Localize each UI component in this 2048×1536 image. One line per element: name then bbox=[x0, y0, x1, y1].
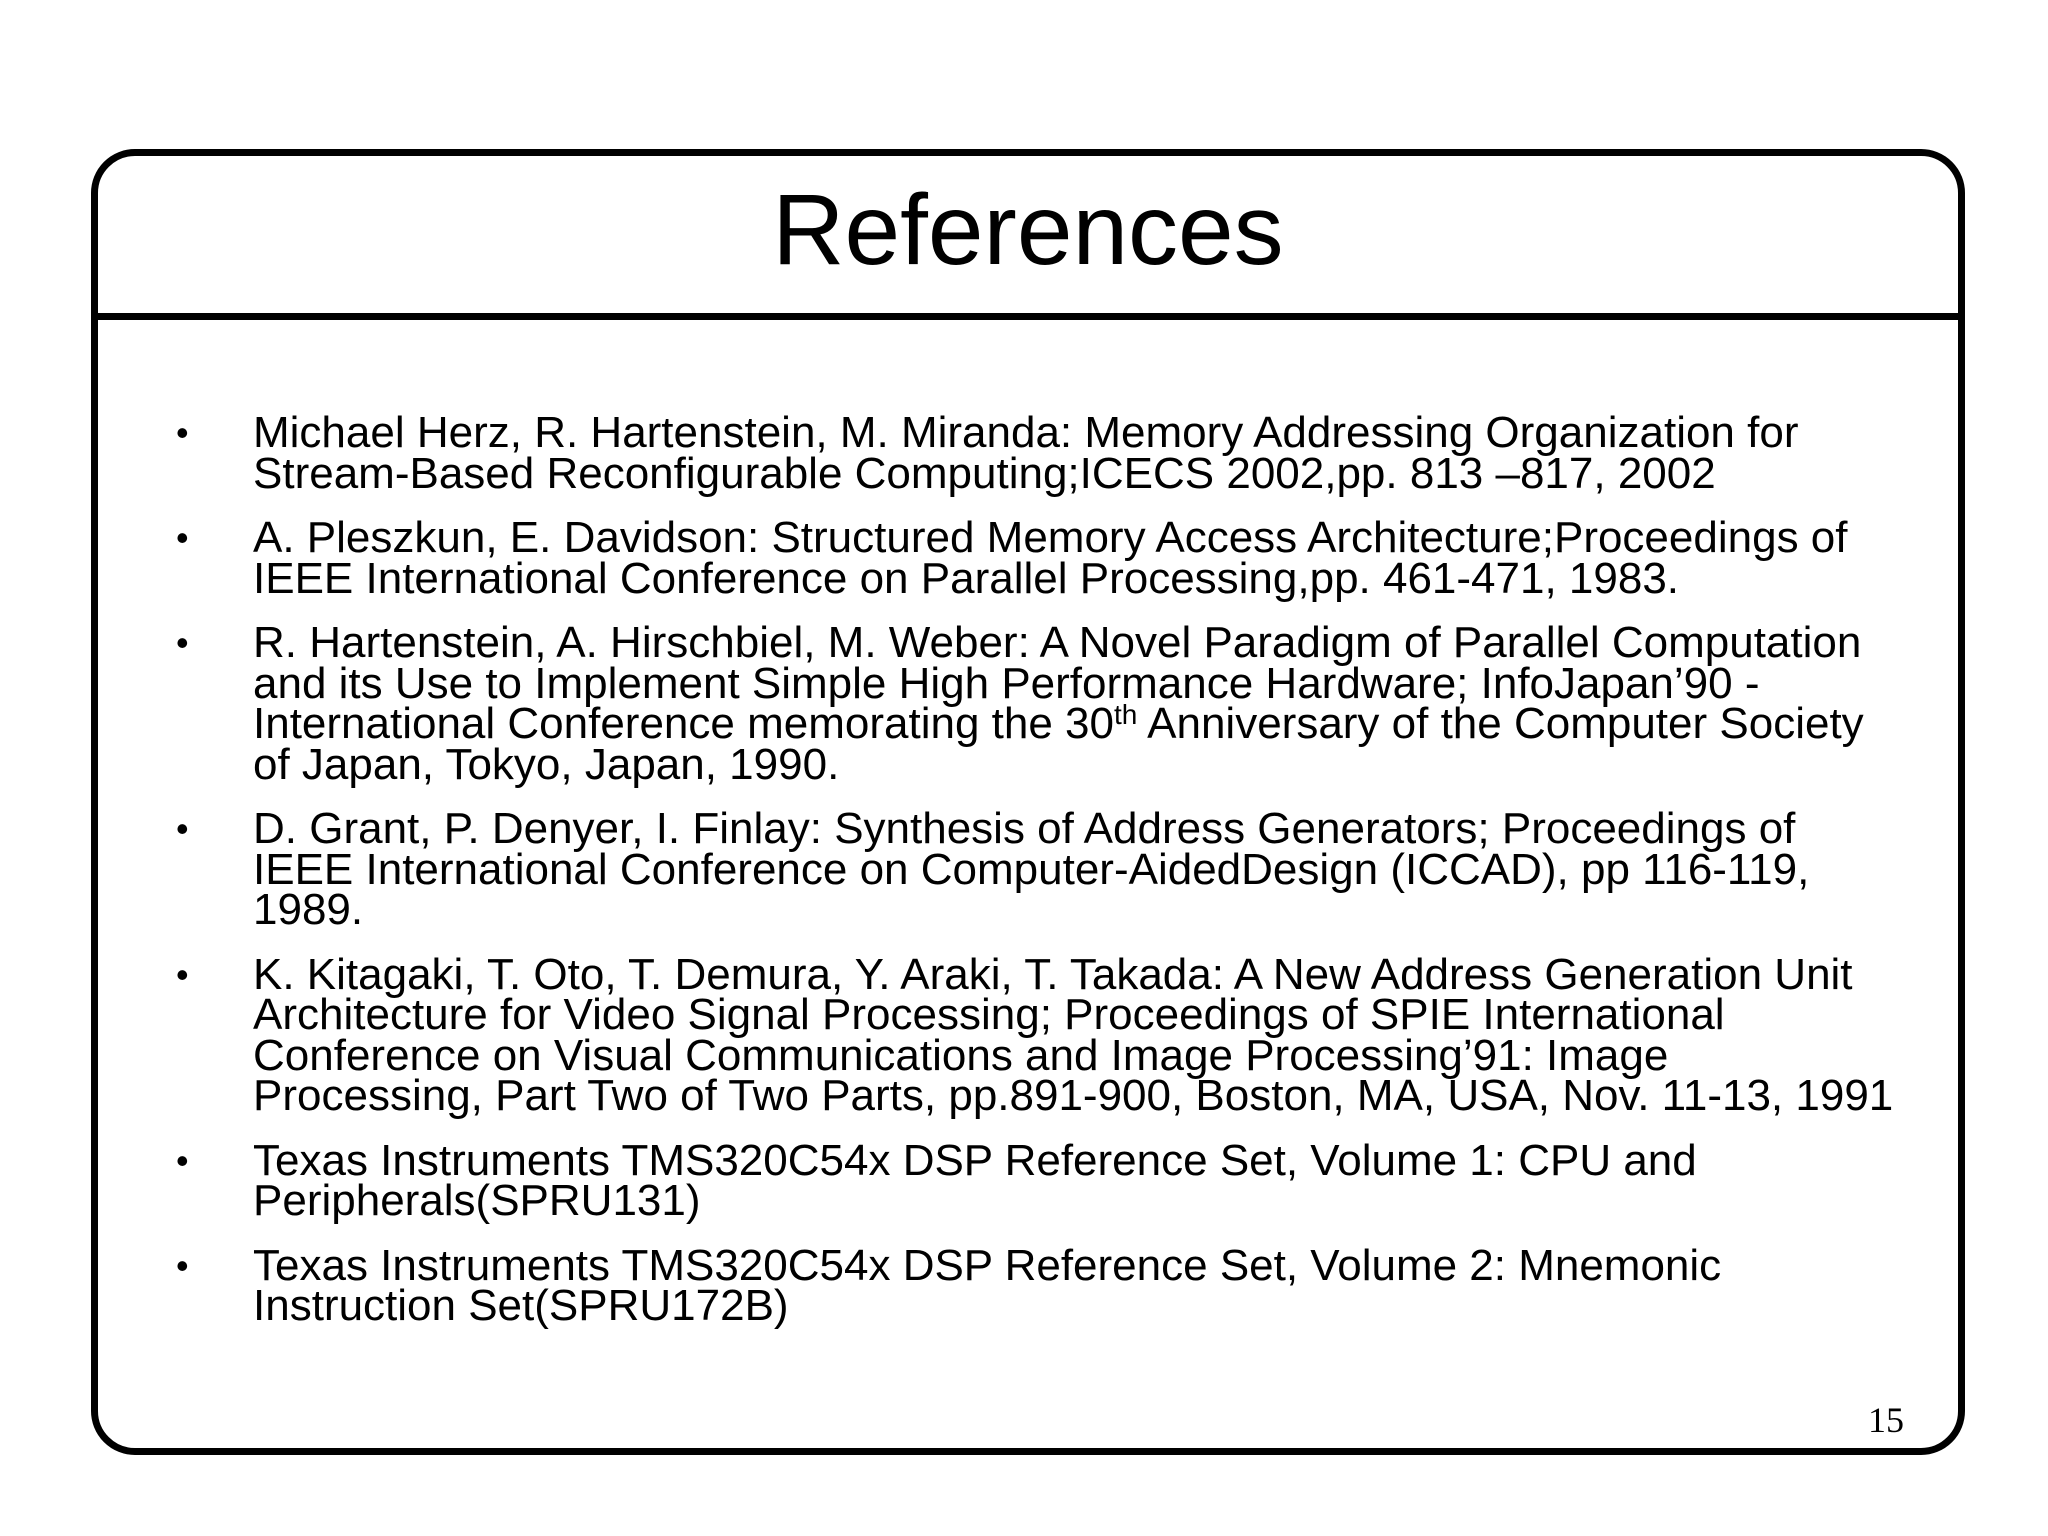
reference-list bbox=[176, 408, 1896, 1351]
reference-text: Michael Herz, R. Hartenstein, M. Miranda: Memory Addressing Organization for Stream-Based Reconfigurable Computing;ICECS 2002,pp. 813 –817, 2002 bbox=[253, 408, 1799, 498]
bullet-icon: • bbox=[176, 622, 189, 663]
reference-text: D. Grant, P. Denyer, I. Finlay: Synthesis of Address Generators; Proceedings of IEEE International Conference on Computer-AidedDesign (ICCAD), pp 116-119, 1989. bbox=[253, 804, 1810, 934]
reference-item bbox=[176, 408, 1896, 498]
bullet-icon: • bbox=[176, 517, 189, 558]
reference-item bbox=[176, 513, 1896, 603]
reference-item bbox=[176, 1135, 1896, 1225]
reference-text-part: R. Hartenstein, A. Hirschbiel, M. Weber: A Novel Paradigm of Parallel Computation and its Use to Implement Simple High Performance Hardware; InfoJapan’90 - International Conference memorating the 30 bbox=[253, 618, 1862, 748]
reference-text-part: Anniversary of the Computer Society of Japan, Tokyo, Japan, 1990. bbox=[253, 699, 1864, 789]
bullet-icon: • bbox=[176, 953, 189, 995]
bullet-icon: • bbox=[176, 1139, 189, 1181]
bullet-icon: • bbox=[176, 1244, 189, 1286]
bullet-icon: • bbox=[176, 808, 189, 849]
reference-text: Texas Instruments TMS320C54x DSP Reference Set, Volume 2: Mnemonic Instruction Set(SPRU172B) bbox=[253, 1240, 1722, 1330]
reference-text bbox=[253, 618, 1864, 789]
title-divider bbox=[94, 313, 1962, 320]
page-number: 15 bbox=[1868, 1400, 1904, 1440]
reference-text: A. Pleszkun, E. Davidson: Structured Memory Access Architecture;Proceedings of IEEE International Conference on Parallel Processing,pp. 461-471, 1983. bbox=[253, 513, 1848, 603]
reference-item bbox=[176, 804, 1896, 934]
reference-text: K. Kitagaki, T. Oto, T. Demura, Y. Araki, T. Takada: A New Address Generation Unit Architecture for Video Signal Processing; Proceedings of SPIE International Conference on Visual Communications and Image Processing’91: Image Processing, Part Two of Two Parts, pp.891-900, Boston, MA, USA, Nov. 11-13, 1991 bbox=[253, 949, 1894, 1120]
reference-text: Texas Instruments TMS320C54x DSP Reference Set, Volume 1: CPU and Peripherals(SPRU131) bbox=[253, 1135, 1697, 1225]
reference-item bbox=[176, 618, 1896, 789]
slide-title: References bbox=[772, 174, 1284, 286]
bullet-icon: • bbox=[176, 412, 189, 453]
ordinal-superscript: th bbox=[1113, 699, 1138, 730]
reference-item bbox=[176, 1240, 1896, 1330]
reference-item bbox=[176, 949, 1896, 1120]
